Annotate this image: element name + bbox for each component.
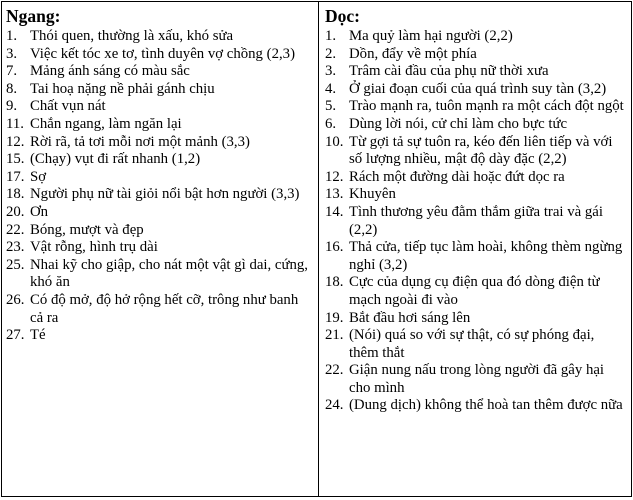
clue-text: (Chạy) vụt đi rất nhanh (1,2) [30, 151, 201, 168]
down-clue [325, 28, 627, 46]
clue-number: 1. [325, 28, 337, 44]
across-clue [6, 169, 314, 187]
clue-number: 17. [6, 168, 25, 185]
across-clue [6, 63, 314, 81]
down-clue [325, 327, 627, 362]
clue-text: Dùng lời nói, cử chỉ làm cho bực tức [349, 115, 568, 132]
clue-number: 2. [325, 45, 337, 62]
across-clue [6, 98, 314, 116]
down-clue [325, 46, 627, 64]
clue-number: 18. [6, 186, 25, 203]
clue-text: Khuyên [349, 186, 396, 203]
across-clue [6, 327, 314, 345]
clue-text: Thả cửa, tiếp tục làm hoài, không thèm ngừng nghỉ (3,2) [349, 239, 623, 273]
across-clue [6, 134, 314, 152]
down-clue [325, 63, 627, 81]
down-clue [325, 204, 627, 239]
clue-number: 23. [6, 239, 25, 256]
clue-text: (Dung dịch) không thể hoà tan thêm được nữa [349, 397, 623, 414]
clue-number: 9. [6, 98, 18, 115]
down-clue [325, 239, 627, 274]
clue-text: Rời rã, tả tơi mỗi nơi một mảnh (3,3) [30, 133, 250, 150]
clue-text: Từ gợi tả sự tuôn ra, kéo đến liên tiếp và với số lượng nhiều, mật độ dày đặc (2,2) [349, 133, 613, 168]
across-clue [6, 292, 314, 327]
clue-text: Cực của dụng cụ điện qua đó dòng điện từ mạch ngoài đi vào [349, 274, 600, 308]
clue-text: Dồn, đẩy về một phía [349, 45, 477, 62]
down-clue [325, 310, 627, 328]
clue-number: 21. [325, 327, 344, 344]
clue-text: Giận nung nấu trong lòng người đã gây hại cho mình [349, 362, 605, 396]
clue-number: 18. [325, 274, 344, 291]
down-clue [325, 81, 627, 99]
clue-text: Thói quen, thường là xấu, khó sửa [30, 28, 234, 44]
clue-number: 10. [325, 133, 344, 150]
down-clue [325, 98, 627, 116]
down-clue [325, 169, 627, 187]
clue-text: Vật rỗng, hình trụ dài [30, 239, 158, 256]
clue-number: 3. [6, 45, 18, 62]
clue-number: 19. [325, 309, 344, 326]
clue-number: 4. [325, 80, 337, 97]
down-clue [325, 362, 627, 397]
clue-text: Tình thương yêu đằm thắm giữa trai và gái (2,2) [349, 203, 603, 238]
down-clue [325, 134, 627, 169]
clue-number: 22. [325, 362, 344, 379]
down-clue [325, 116, 627, 134]
across-clue [6, 257, 314, 292]
clue-text: Rách một đường dài hoặc đứt dọc ra [349, 168, 565, 185]
clue-text: (Nói) quá so với sự thật, có sự phóng đại, thêm thắt [349, 327, 595, 361]
clue-text: Chất vụn nát [30, 98, 106, 115]
across-clue [6, 116, 314, 134]
clue-text: Sợ [30, 168, 47, 185]
clue-text: Mảng ánh sáng có màu sắc [30, 63, 190, 80]
clue-number: 5. [325, 98, 337, 115]
clue-text: Trâm cài đầu của phụ nữ thời xưa [349, 63, 549, 80]
down-heading: Dọc: [325, 6, 360, 26]
down-clue [325, 186, 627, 204]
clue-number: 1. [6, 28, 18, 44]
clue-text: Ở giai đoạn cuối của quá trình suy tàn (3,2) [349, 80, 607, 97]
down-column [319, 2, 631, 496]
down-clue-list [325, 28, 627, 415]
across-clue [6, 186, 314, 204]
down-clue [325, 397, 627, 415]
clue-number: 13. [325, 186, 344, 203]
across-clue [6, 151, 314, 169]
clue-number: 22. [6, 221, 25, 238]
clue-number: 27. [6, 327, 25, 344]
across-clue [6, 204, 314, 222]
clue-number: 16. [325, 239, 344, 256]
clue-table [1, 1, 632, 497]
clue-number: 24. [325, 397, 344, 414]
clue-text: Té [30, 327, 46, 344]
across-clue [6, 28, 314, 46]
across-clue [6, 239, 314, 257]
across-clue [6, 46, 314, 64]
clue-text: Có độ mở, độ hở rộng hết cỡ, trông như banh cả ra [30, 291, 299, 326]
across-clue-list [6, 28, 314, 345]
clue-text: Bóng, mượt và đẹp [30, 221, 144, 238]
clue-number: 26. [6, 291, 25, 308]
clue-number: 11. [6, 115, 24, 132]
clue-text: Nhai kỹ cho giập, cho nát một vật gì dai, cứng, khó ăn [30, 256, 308, 291]
clue-number: 6. [325, 115, 337, 132]
clue-number: 12. [325, 168, 344, 185]
clue-number: 15. [6, 151, 25, 168]
clue-number: 7. [6, 63, 18, 80]
down-clue [325, 274, 627, 309]
clue-text: Chắn ngang, làm ngăn lại [30, 115, 182, 132]
clue-number: 25. [6, 256, 25, 273]
clue-number: 20. [6, 203, 25, 220]
across-column [2, 2, 319, 496]
clue-text: Người phụ nữ tài giỏi nổi bật hơn người (3,3) [30, 186, 300, 203]
clue-number: 3. [325, 63, 337, 80]
across-clue [6, 81, 314, 99]
clue-text: Ma quỷ làm hại người (2,2) [349, 28, 513, 44]
clue-text: Việc kết tóc xe tơ, tình duyên vợ chồng (2,3) [30, 45, 296, 62]
clue-text: Ơn [30, 203, 49, 220]
across-heading: Ngang: [6, 6, 61, 26]
across-clue [6, 222, 314, 240]
clue-text: Trào mạnh ra, tuôn mạnh ra một cách đột ngột [349, 98, 624, 115]
clue-number: 14. [325, 203, 344, 220]
clue-number: 8. [6, 80, 18, 97]
clue-number: 12. [6, 133, 25, 150]
clue-text: Tai hoạ nặng nề phải gánh chịu [30, 80, 215, 97]
clue-text: Bắt đầu hơi sáng lên [349, 309, 471, 326]
